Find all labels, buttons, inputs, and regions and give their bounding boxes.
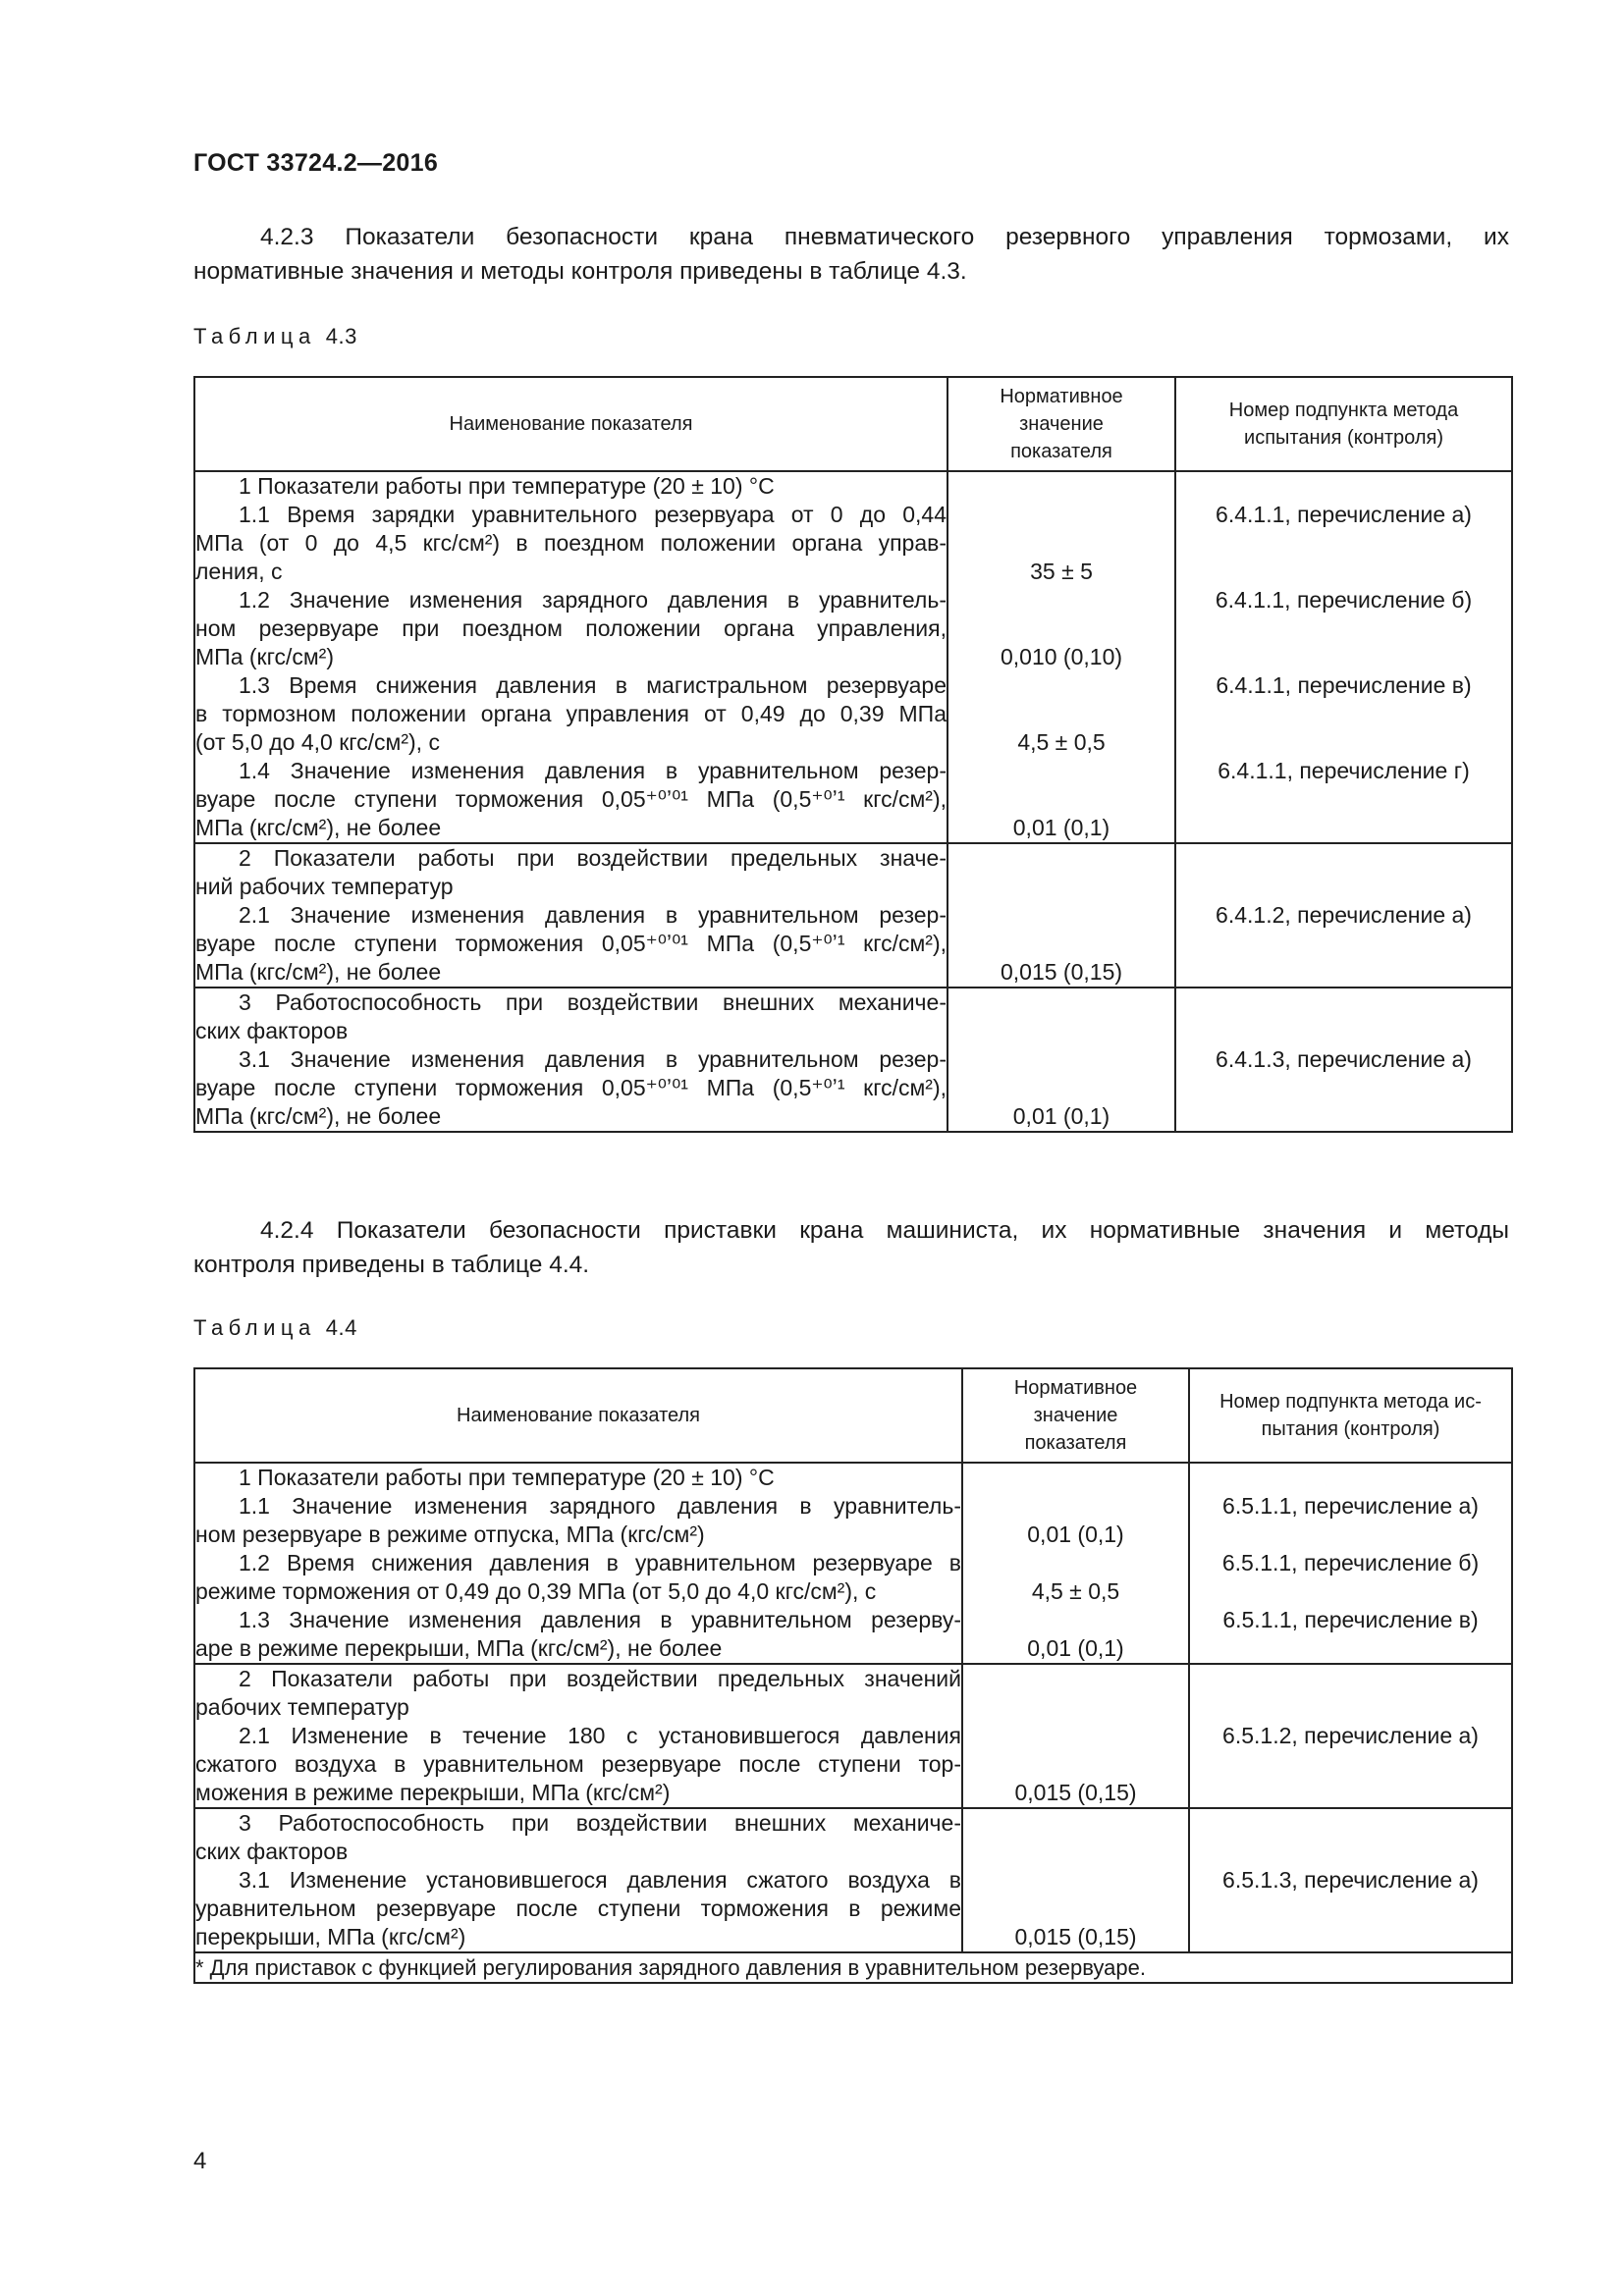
indicator-line: МПа (кгс/см²), не более [195,815,442,840]
normative-value [948,988,1174,1017]
header-name: Наименование показателя [194,1368,962,1463]
paragraph-4-2-3 [193,220,1509,289]
normative-value: 0,015 (0,15) [1014,1924,1137,1949]
table-row [194,471,1512,843]
table-4-4 [193,1367,1513,1984]
table-row [194,843,1512,988]
normative-value [948,671,1174,700]
indicator-line: 2.1 Значение изменения давления в уравнительном резер- [239,902,947,928]
normative-value: 0,01 (0,1) [1012,815,1110,840]
indicator-line: вуаре после ступени торможения 0,05⁺⁰ʼ⁰¹ МПа (0,5⁺⁰ʼ¹ кгс/см²), [195,931,947,956]
footnote: * Для приставок с функцией регулирования зарядного давления в уравнительном резервуаре. [194,1952,1512,1983]
test-method-ref [1176,700,1511,728]
normative-value [963,1606,1188,1634]
test-method-ref [1190,1693,1511,1722]
table-4-4-caption [193,1315,357,1341]
test-method-ref [1190,1634,1511,1663]
test-method-ref [1176,1102,1511,1131]
normative-value [963,1866,1188,1895]
indicator-line: 2.1 Изменение в течение 180 с установившегося давления [239,1723,961,1748]
test-method-ref [1176,529,1511,558]
normative-value-cell [962,1664,1189,1808]
paragraph-line: 4.2.3 Показатели безопасности крана пневматического резервного управления тормозами, их [260,224,1509,250]
indicator-line: 1.2 Время снижения давления в уравнительном резервуаре в [239,1550,961,1575]
header-line: показателя [1010,441,1112,462]
header-line: значение [1033,1405,1118,1426]
normative-value-cell [947,843,1175,988]
test-method-cell [1175,843,1512,988]
normative-value [963,1838,1188,1866]
indicator-line: 1.3 Значение изменения давления в уравнительном резерву- [239,1607,961,1632]
indicator-line: 2 Показатели работы при воздействии предельных значе- [239,845,947,871]
indicator-line: 3 Работоспособность при воздействии внешних механиче- [239,1810,961,1836]
indicator-name-cell [194,988,947,1132]
paragraph-line: 4.2.4 Показатели безопасности приставки крана машиниста, их нормативные значения и методы [260,1217,1509,1244]
test-method-ref: 6.5.1.3, перечисление а) [1222,1867,1479,1893]
test-method-cell [1189,1463,1512,1664]
indicator-name-cell [194,843,947,988]
table-4-3 [193,376,1513,1133]
indicator-line: 3.1 Значение изменения давления в уравнительном резер- [239,1046,947,1072]
page-number: 4 [193,2148,207,2174]
header-line: Номер подпункта метода [1228,400,1459,421]
indicator-line: режиме торможения от 0,49 до 0,39 МПа (от 5,0 до 4,0 кгс/см²), с [195,1578,877,1604]
normative-value: 0,01 (0,1) [1012,1103,1110,1129]
test-method-ref: 6.4.1.1, перечисление б) [1215,587,1473,613]
paragraph-line: контроля приведены в таблице 4.4. [193,1252,590,1278]
normative-value [963,1549,1188,1577]
header-line: показателя [1024,1432,1127,1454]
test-method-ref [1190,1464,1511,1492]
test-method-ref [1176,988,1511,1017]
header-value [947,377,1175,471]
indicator-name-cell [194,1808,962,1952]
header-value [962,1368,1189,1463]
header-ref [1189,1368,1512,1463]
indicator-line: 1.1 Время зарядки уравнительного резервуара от 0 до 0,44 [239,502,947,527]
normative-value [963,1895,1188,1923]
indicator-line: 1.1 Значение изменения зарядного давления в уравнитель- [239,1493,961,1519]
indicator-line: можения в режиме перекрыши, МПа (кгс/см²) [195,1780,671,1805]
normative-value-cell [947,988,1175,1132]
header-line: пытания (контроля) [1261,1418,1440,1440]
normative-value [948,1017,1174,1045]
table-row [194,1808,1512,1952]
test-method-ref: 6.4.1.3, перечисление а) [1216,1046,1472,1072]
test-method-ref [1190,1923,1511,1951]
indicator-line: в тормозном положении органа управления от 0,49 до 0,39 МПа [195,701,947,726]
header-line: Нормативное [1000,386,1123,407]
normative-value [948,1074,1174,1102]
test-method-ref [1176,844,1511,873]
normative-value [963,1665,1188,1693]
normative-value-cell [962,1808,1189,1952]
header-line: значение [1019,413,1104,435]
test-method-ref: 6.5.1.1, перечисление а) [1222,1493,1479,1519]
caption-word: Таблица [193,324,316,348]
test-method-ref: 6.4.1.1, перечисление в) [1216,672,1472,698]
test-method-ref: 6.4.1.1, перечисление г) [1218,758,1470,783]
table-4-3-caption [193,324,357,349]
test-method-ref [1176,873,1511,901]
indicator-line: вуаре после ступени торможения 0,05⁺⁰ʼ⁰¹ МПа (0,5⁺⁰ʼ¹ кгс/см²), [195,786,947,812]
normative-value [948,930,1174,958]
normative-value [948,529,1174,558]
indicator-line: вуаре после ступени торможения 0,05⁺⁰ʼ⁰¹ МПа (0,5⁺⁰ʼ¹ кгс/см²), [195,1075,947,1100]
paragraph-4-2-4 [193,1213,1509,1282]
test-method-ref: 6.4.1.1, перечисление а) [1216,502,1472,527]
test-method-ref [1176,472,1511,501]
normative-value [948,901,1174,930]
caption-word: Таблица [193,1315,316,1340]
indicator-line: МПа (кгс/см²), не более [195,1103,442,1129]
test-method-cell [1175,988,1512,1132]
test-method-ref [1190,1809,1511,1838]
normative-value [963,1464,1188,1492]
header-line: Номер подпункта метода ис- [1219,1391,1482,1413]
indicator-name-cell [194,1664,962,1808]
test-method-ref [1176,785,1511,814]
test-method-ref: 6.5.1.2, перечисление а) [1222,1723,1479,1748]
normative-value: 4,5 ± 0,5 [1017,729,1106,755]
table-header-row [194,377,1512,471]
table-footnote-row [194,1952,1512,1983]
normative-value [963,1722,1188,1750]
normative-value [948,586,1174,614]
normative-value: 0,01 (0,1) [1027,1522,1124,1547]
test-method-ref [1176,614,1511,643]
normative-value [948,501,1174,529]
test-method-ref: 6.5.1.1, перечисление в) [1222,1607,1479,1632]
test-method-ref [1190,1895,1511,1923]
indicator-line: сжатого воздуха в уравнительном резервуаре после ступени тор- [195,1751,961,1777]
test-method-ref [1176,728,1511,757]
normative-value: 0,010 (0,10) [1000,644,1123,669]
indicator-line: ном резервуаре в режиме отпуска, МПа (кгс/см²) [195,1522,705,1547]
table-row [194,1664,1512,1808]
normative-value: 35 ± 5 [1030,559,1093,584]
normative-value-cell [947,471,1175,843]
indicator-line: 1.3 Время снижения давления в магистральном резервуаре [239,672,947,698]
normative-value [948,472,1174,501]
indicator-line: 1 Показатели работы при температуре (20 ± 10) °С [239,473,775,499]
test-method-ref [1176,643,1511,671]
indicator-line: МПа (кгс/см²) [195,644,334,669]
indicator-line: ном резервуаре при поездном положении органа управления, [195,615,947,641]
normative-value [948,1045,1174,1074]
indicator-line: уравнительном резервуаре после ступени торможения в режиме [195,1896,961,1921]
indicator-line: 3.1 Изменение установившегося давления сжатого воздуха в [239,1867,961,1893]
indicator-line: ских факторов [195,1839,349,1864]
test-method-ref [1190,1665,1511,1693]
normative-value [948,700,1174,728]
indicator-line: перекрыши, МПа (кгс/см²) [195,1924,466,1949]
test-method-ref [1176,1074,1511,1102]
document-code: ГОСТ 33724.2—2016 [193,149,439,177]
test-method-ref: 6.5.1.1, перечисление б) [1221,1550,1480,1575]
normative-value [948,873,1174,901]
table-header-row [194,1368,1512,1463]
test-method-ref [1190,1750,1511,1779]
test-method-ref [1176,958,1511,987]
indicator-line: ления, с [195,559,283,584]
header-line: испытания (контроля) [1244,427,1443,449]
normative-value [948,757,1174,785]
normative-value [963,1750,1188,1779]
indicator-line: МПа (от 0 до 4,5 кгс/см²) в поездном положении органа управ- [195,530,947,556]
normative-value [963,1693,1188,1722]
test-method-ref [1176,930,1511,958]
header-name: Наименование показателя [194,377,947,471]
indicator-name-cell [194,471,947,843]
normative-value: 0,015 (0,15) [1000,959,1123,985]
table-row [194,1463,1512,1664]
indicator-line: ний рабочих температур [195,874,454,899]
normative-value [948,844,1174,873]
indicator-line: 3 Работоспособность при воздействии внешних механиче- [239,989,947,1015]
indicator-line: 2 Показатели работы при воздействии предельных значений [239,1666,961,1691]
normative-value [948,614,1174,643]
caption-number: 4.3 [325,324,357,348]
test-method-ref [1176,1017,1511,1045]
normative-value [963,1492,1188,1521]
test-method-ref [1176,558,1511,586]
test-method-cell [1189,1808,1512,1952]
indicator-line: 1 Показатели работы при температуре (20 ± 10) °С [239,1465,775,1490]
indicator-line: аре в режиме перекрыши, МПа (кгс/см²), не более [195,1635,723,1661]
indicator-line: МПа (кгс/см²), не более [195,959,442,985]
indicator-line: рабочих температур [195,1694,409,1720]
test-method-ref: 6.4.1.2, перечисление а) [1216,902,1472,928]
normative-value [963,1809,1188,1838]
test-method-ref [1190,1521,1511,1549]
header-line: Нормативное [1013,1377,1138,1399]
test-method-cell [1175,471,1512,843]
test-method-ref [1176,814,1511,842]
test-method-ref [1190,1577,1511,1606]
paragraph-line: нормативные значения и методы контроля приведены в таблице 4.3. [193,258,967,285]
test-method-ref [1190,1838,1511,1866]
normative-value: 0,015 (0,15) [1014,1780,1137,1805]
indicator-line: 1.4 Значение изменения давления в уравнительном резер- [239,758,947,783]
indicator-name-cell [194,1463,962,1664]
normative-value [948,785,1174,814]
normative-value-cell [962,1463,1189,1664]
indicator-line: (от 5,0 до 4,0 кгс/см²), с [195,729,440,755]
indicator-line: 1.2 Значение изменения зарядного давления в уравнитель- [239,587,947,613]
test-method-cell [1189,1664,1512,1808]
caption-number: 4.4 [325,1315,357,1340]
header-ref [1175,377,1512,471]
indicator-line: ских факторов [195,1018,349,1043]
normative-value: 4,5 ± 0,5 [1031,1578,1120,1604]
normative-value: 0,01 (0,1) [1027,1635,1124,1661]
test-method-ref [1190,1779,1511,1807]
table-row [194,988,1512,1132]
